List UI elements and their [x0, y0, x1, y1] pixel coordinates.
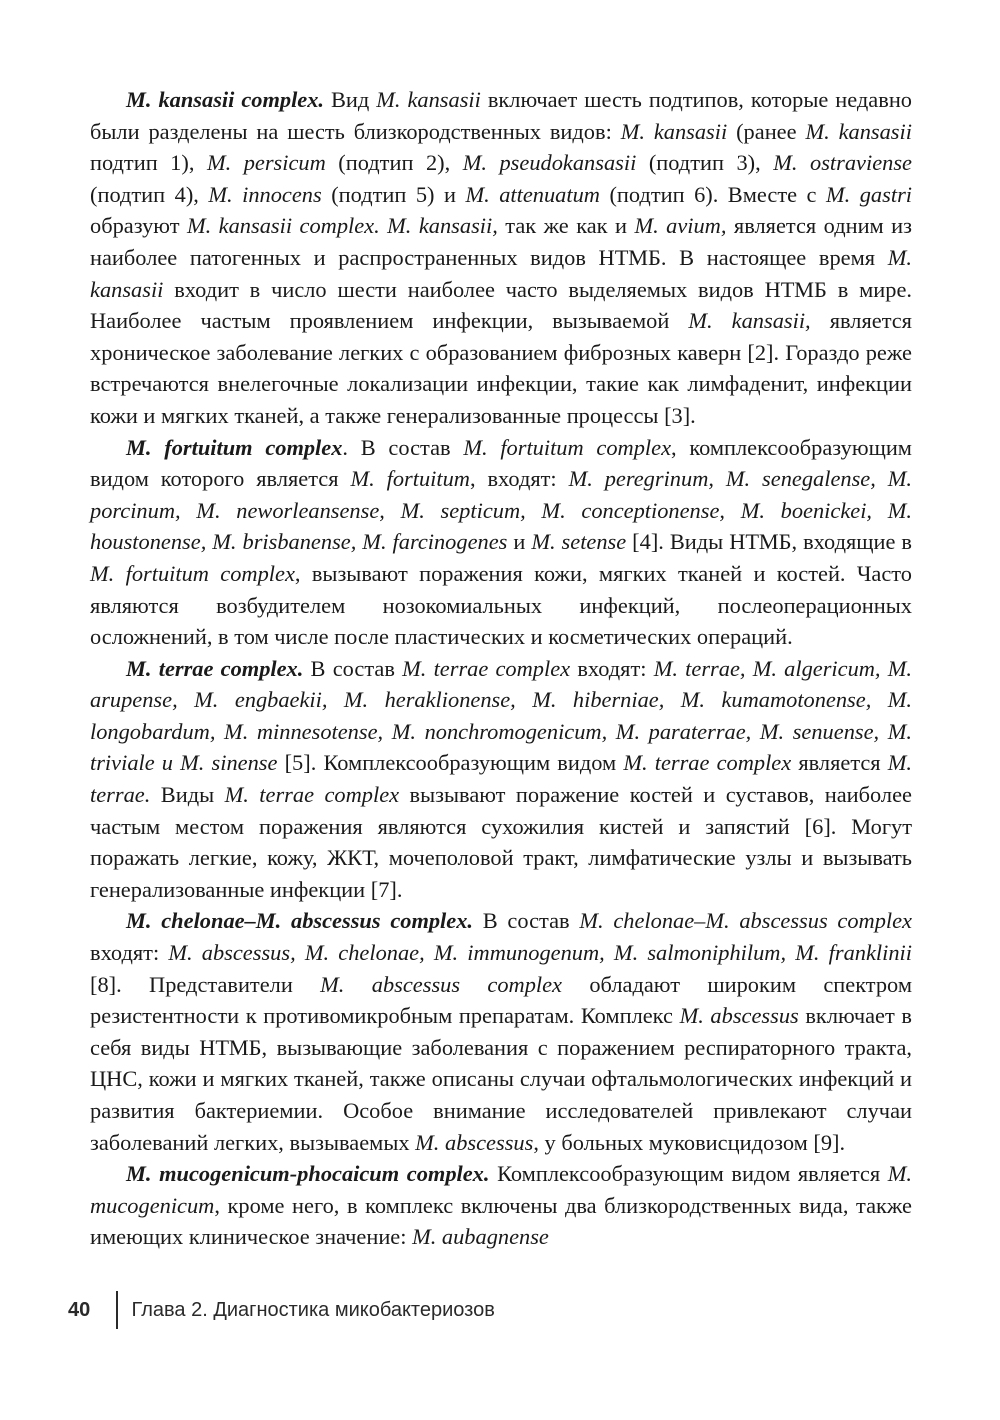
species-name: M. pseudokansasii	[462, 150, 637, 176]
paragraph-heading: M. fortuitum complex	[126, 434, 343, 460]
body-text	[90, 84, 912, 1253]
text-run: Комплексообразующим видом является	[489, 1161, 888, 1187]
species-name: M. attenuatum	[465, 181, 600, 207]
species-name: M. terrae complex	[623, 750, 792, 776]
species-name: M. abscessus	[415, 1129, 534, 1155]
text-run: входят:	[90, 940, 169, 966]
text-run: (подтип 4),	[90, 181, 209, 207]
species-name: M. aubagnense	[412, 1224, 549, 1250]
text-run: (подтип 6). Вместе с	[599, 181, 826, 207]
paragraph-heading-bold	[126, 908, 473, 933]
paragraph-heading: M. kansasii complex.	[126, 87, 325, 112]
footer-divider	[116, 1291, 118, 1329]
text-run: является хроническое заболевание легких с образованием фиброзных каверн [2]. Гораздо реже встречаются внелегочные локализации инфекции, такие как лимфаденит, инфекции кожи и мягких тканей, а также генерализованные процессы [3].	[90, 308, 912, 428]
species-name: M. terrae complex	[402, 655, 571, 681]
species-name: M. innocens	[208, 181, 322, 207]
text-run: так же как и	[497, 213, 635, 239]
text-run: (подтип 2),	[325, 150, 463, 176]
text-run: . В состав	[342, 434, 464, 460]
text-run: (ранее	[727, 118, 806, 144]
text-run: В состав	[303, 655, 403, 681]
species-name: M. terrae, M. algericum, M. arupense, M. engbaekii, M. heraklionense, M. hiberniae, M. kumamotonense, M. longobardum, M. minnesotense, M. nonchromogenicum, M. paraterrae, M. senuense, M. triviale и M. sinense	[90, 655, 912, 776]
text-run: вызывают поражение костей и суставов, наиболее частым местом поражения являются сухожилия кистей и запястий [6]. Могут поражать легкие, кожу, ЖКТ, мочеполовой тракт, лимфатические узлы и вызывать генерализованные инфекции [7].	[90, 782, 912, 902]
species-name: M. abscessus, M. chelonae, M. immunogenum, M. salmoniphilum, M. franklinii	[168, 940, 912, 966]
text-run: , вызывают поражения кожи, мягких тканей и костей. Часто являются возбудителем нозокомиальных инфекций, послеоперационных осложнений, в том числе после пластических и косметических операций.	[90, 560, 912, 650]
species-name: M. kansasii	[90, 244, 912, 302]
text-run: [5]. Комплексообразующим видом	[277, 750, 624, 776]
page-footer	[68, 1290, 495, 1330]
species-name: M. fortuitum complex	[463, 434, 672, 460]
paragraph-heading-bold	[126, 87, 324, 112]
species-name: M. kansasii	[805, 118, 912, 144]
species-name: M. gastri	[826, 181, 913, 207]
text-run: [8]. Представители	[90, 971, 321, 997]
text-run: и	[507, 529, 532, 555]
paragraph-heading: M. chelonae–M. abscessus complex.	[126, 908, 474, 934]
text-run: Виды	[150, 782, 225, 808]
species-name: M. kansasii complex. M. kansasii,	[186, 213, 498, 239]
paragraph-heading-bold	[126, 1161, 489, 1186]
paragraph	[90, 432, 912, 653]
text-run: включает в себя виды НТМБ, вызывающие заболевания с поражением респираторного тракта, ЦНС, кожи и мягких тканей, также описаны случаи офтальмологических инфекций и развития бактериемии. Особое внимание исследователей привлекают случаи заболеваний легких, вызываемых	[90, 1003, 912, 1155]
page-number: 40	[68, 1298, 91, 1321]
species-name: M. terrae.	[90, 750, 912, 808]
species-name: M. peregrinum, M. senegalense, M. porcinum, M. neworleansense, M. septicum, M. conceptionense, M. boenickei, M. houstonense, M. brisbanense, M. farcinogenes	[90, 466, 912, 555]
species-name: M. ostraviense	[773, 150, 912, 176]
text-run: входят:	[570, 655, 654, 681]
species-name: M. kansasii	[376, 87, 481, 112]
text-run: обладают широким спектром резистентности к противомикробным препаратам. Комплекс	[90, 971, 912, 1029]
text-run: является одним из наиболее патогенных и распространенных видов НТМБ. В настоящее время	[90, 213, 913, 270]
paragraph-heading-bold	[126, 435, 342, 460]
paragraph-heading-bold	[126, 656, 303, 681]
text-run: входит в число шести наиболее часто выделяемых видов НТМБ в мире. Наиболее частым проявлением инфекции, вызываемой	[90, 276, 912, 334]
species-name: M. setense	[531, 529, 627, 555]
species-name: M. avium,	[634, 213, 727, 239]
species-name: M. abscessus	[679, 1003, 799, 1029]
text-run: , входят:	[469, 466, 569, 492]
paragraph-heading: M. mucogenicum-phocaicum complex.	[126, 1161, 490, 1187]
species-name: M. chelonae–M. abscessus complex	[579, 908, 912, 934]
text-run: , кроме него, в комплекс включены два близкородственных вида, также имеющих клиническое значение:	[90, 1192, 912, 1250]
text-run: Вид	[324, 87, 377, 112]
paragraph	[90, 1158, 912, 1253]
text-run: (подтип 5) и	[321, 181, 466, 207]
species-name: M. fortuitum complex	[90, 560, 295, 586]
species-name: M. mucogenicum	[90, 1161, 912, 1218]
text-run: подтип 1),	[90, 150, 207, 176]
text-run: (подтип 3),	[636, 150, 774, 176]
paragraph	[90, 653, 912, 906]
species-name: M. abscessus complex	[320, 971, 562, 997]
running-chapter-title: Глава 2. Диагностика микобактериозов	[131, 1298, 495, 1321]
text-run: В состав	[473, 908, 580, 934]
text-run: , у больных муковисцидозом [9].	[533, 1129, 846, 1155]
paragraph-heading: M. terrae complex.	[126, 655, 304, 681]
species-name: M. fortuitum	[350, 466, 470, 492]
text-run: является	[791, 750, 888, 776]
species-name: M. kansasii	[620, 118, 728, 144]
text-run: образуют	[90, 213, 187, 239]
species-name: M. persicum	[206, 150, 326, 176]
text-run: [4]. Виды НТМБ, входящие в	[626, 529, 912, 555]
text-run: включает шесть подтипов, которые недавно были разделены на шесть близкородственных видов:	[90, 87, 912, 144]
text-run: , комплексообразующим видом которого является	[90, 434, 912, 492]
paragraph	[90, 905, 912, 1158]
species-name: M. kansasii,	[688, 308, 811, 334]
species-name: M. terrae complex	[224, 782, 400, 808]
paragraph	[90, 84, 912, 432]
